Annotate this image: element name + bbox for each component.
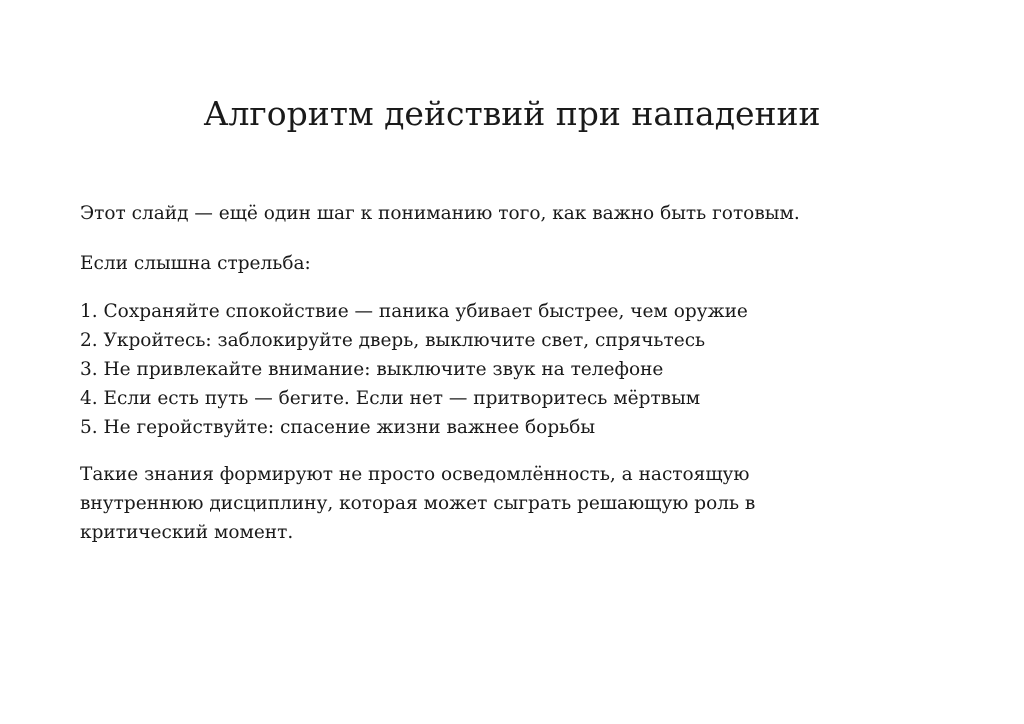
- conclusion-line: внутреннюю дисциплину, которая может сыграть решающую роль в: [80, 493, 756, 514]
- list-item: 2. Укройтесь: заблокируйте дверь, выключите свет, спрячьтесь: [80, 330, 706, 351]
- conclusion-paragraph: [80, 460, 950, 547]
- conclusion-line: критический момент.: [80, 522, 294, 543]
- slide-title: Алгоритм действий при нападении: [203, 94, 821, 133]
- steps-list: [80, 297, 950, 442]
- lead-paragraph: Если слышна стрельба:: [80, 253, 311, 274]
- list-item: 5. Не геройствуйте: спасение жизни важнее борьбы: [80, 417, 596, 438]
- list-item: 4. Если есть путь — бегите. Если нет — притворитесь мёртвым: [80, 388, 701, 409]
- conclusion-line: Такие знания формируют не просто осведомлённость, а настоящую: [80, 464, 750, 485]
- list-item: 1. Сохраняйте спокойствие — паника убивает быстрее, чем оружие: [80, 301, 748, 322]
- slide-body: [80, 199, 950, 547]
- list-item: 3. Не привлекайте внимание: выключите звук на телефоне: [80, 359, 664, 380]
- intro-paragraph: Этот слайд — ещё один шаг к пониманию того, как важно быть готовым.: [80, 203, 800, 224]
